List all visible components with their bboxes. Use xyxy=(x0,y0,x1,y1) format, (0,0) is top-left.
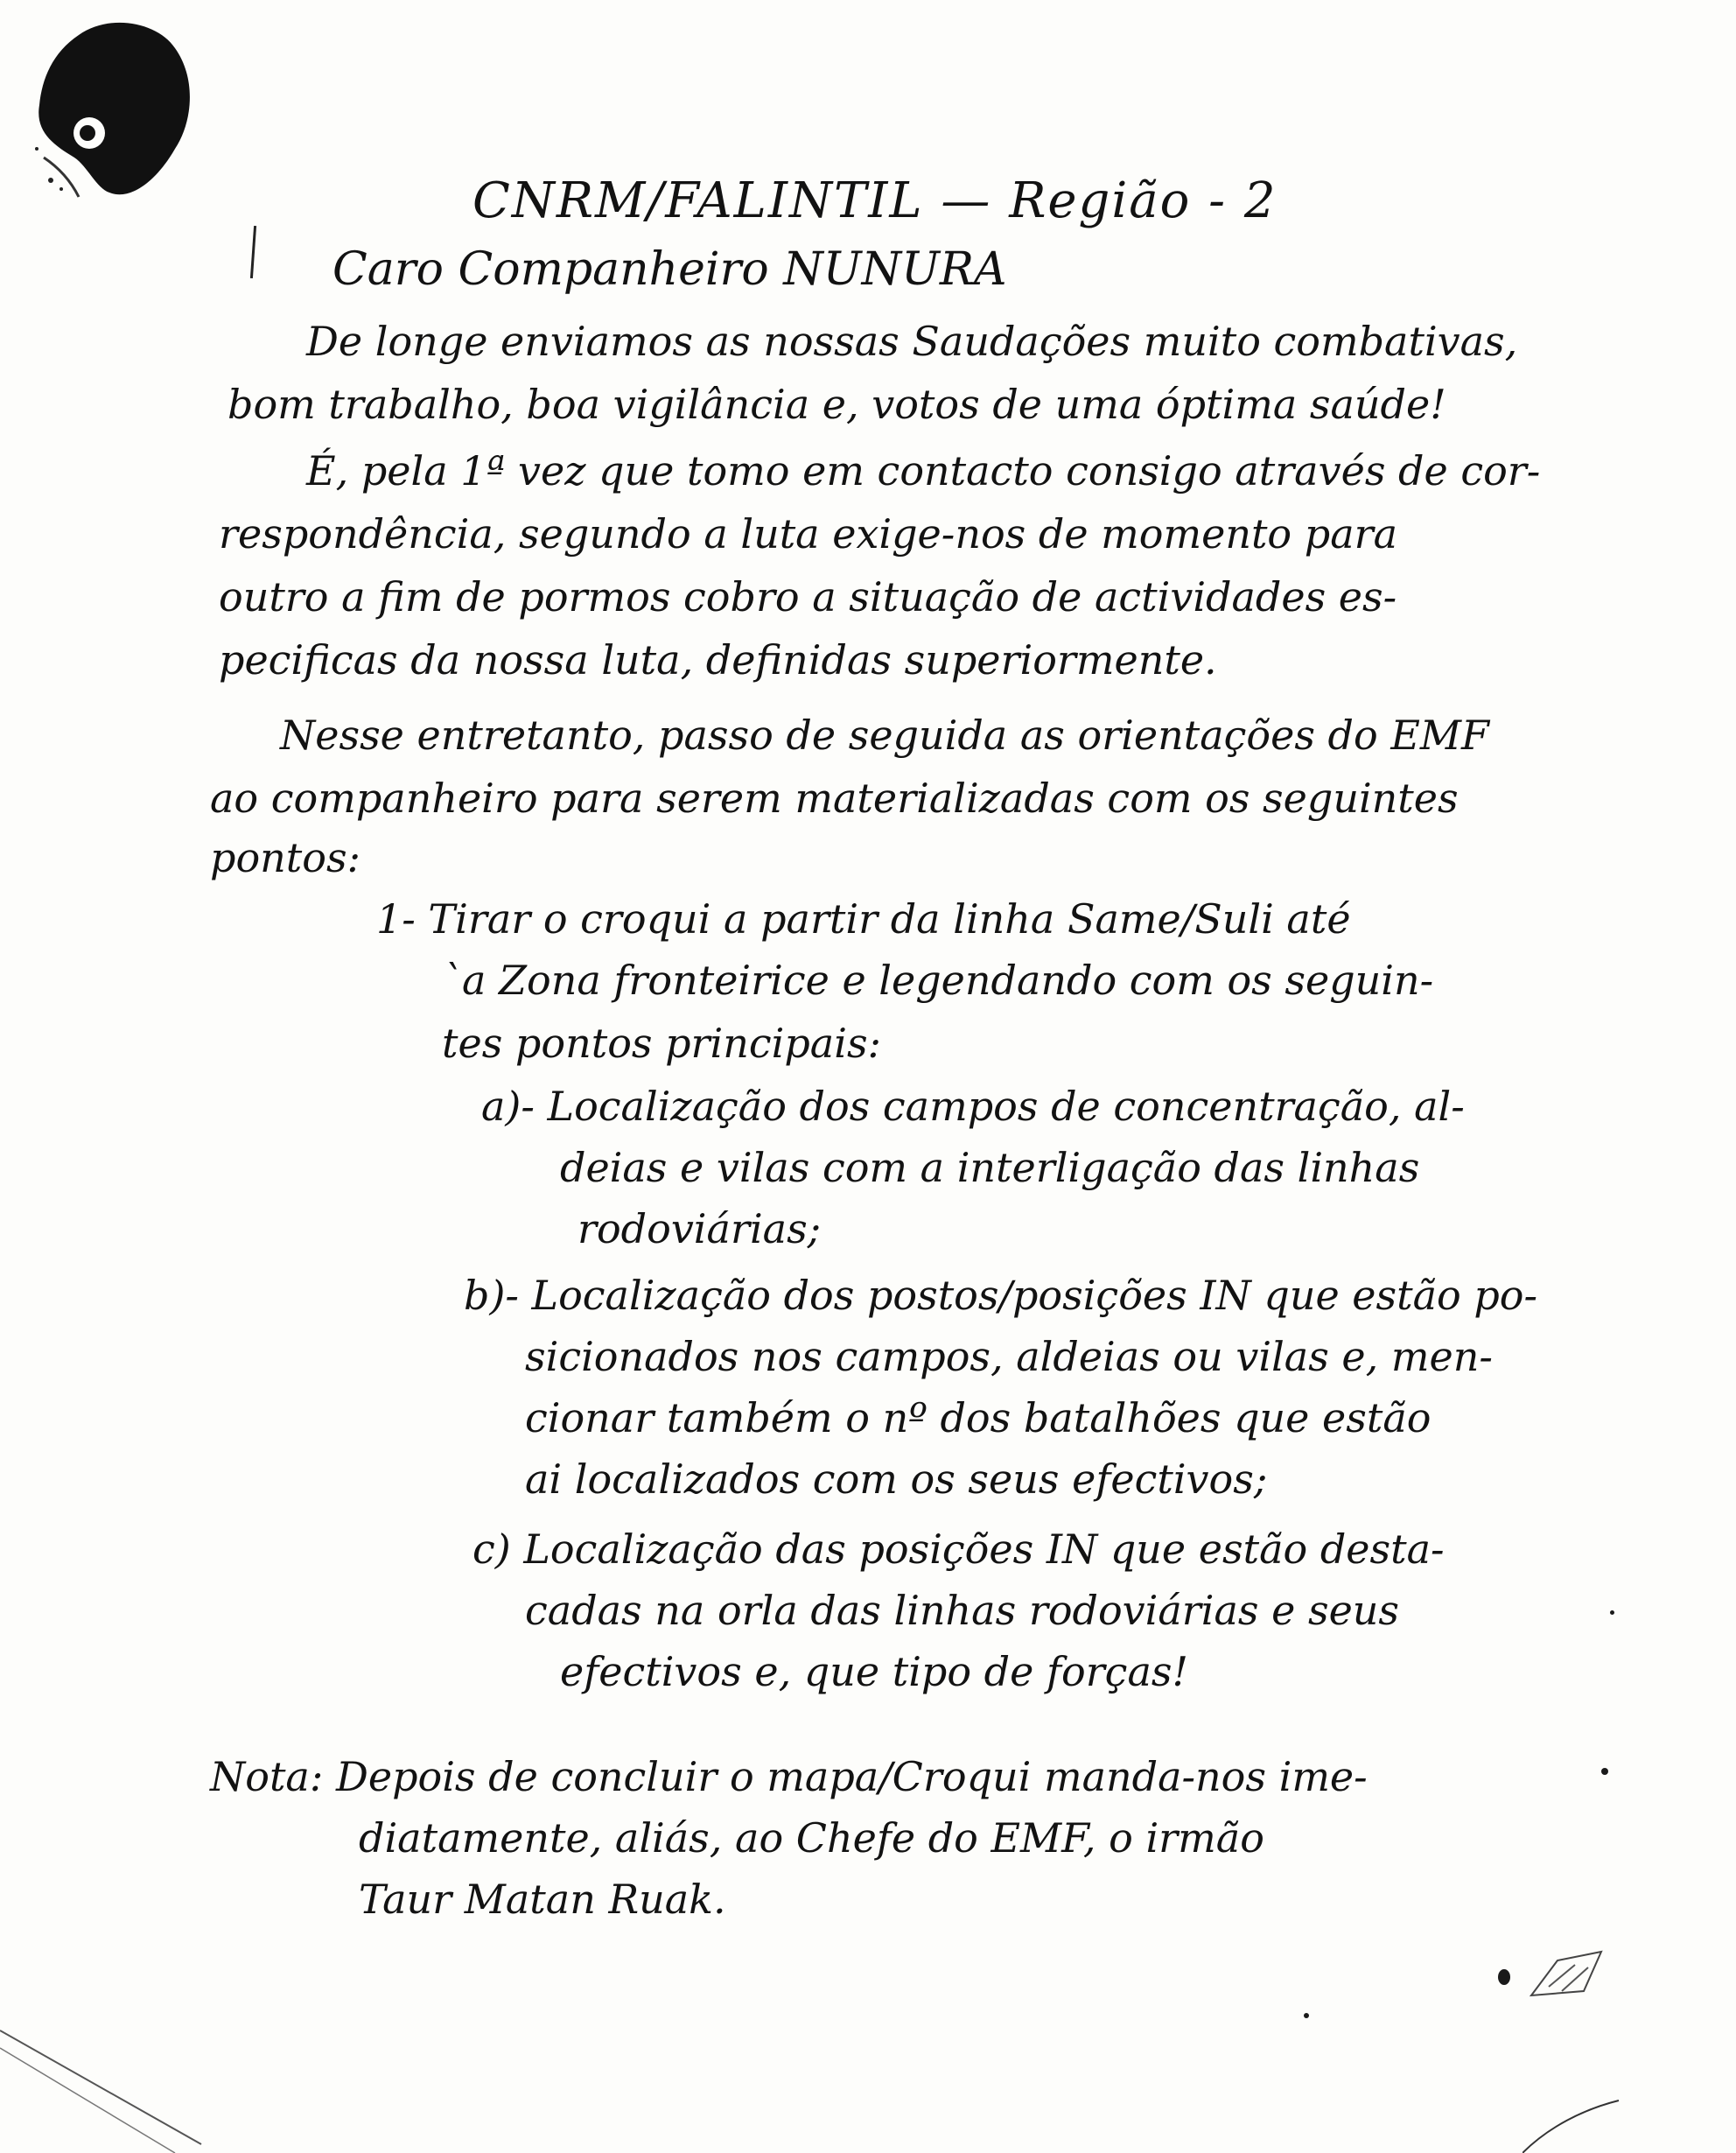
body-line: Nesse entretanto, passo de seguida as orientações do EMF xyxy=(280,712,1489,759)
sub-item-c-cont: efectivos e, que tipo de forças! xyxy=(560,1648,1188,1695)
letter-heading: CNRM/FALINTIL — Região - 2 xyxy=(472,172,1278,229)
ink-blot-mark xyxy=(26,18,201,201)
body-line: ao companheiro para serem materializadas com os seguintes xyxy=(210,775,1459,822)
sub-item-a: a)- Localização dos campos de concentração, al- xyxy=(481,1083,1465,1130)
list-item-1-cont: tes pontos principais: xyxy=(442,1020,882,1067)
scan-edge-line xyxy=(0,2013,228,2153)
ink-speck xyxy=(1304,2013,1309,2018)
body-line: respondência, segundo a luta exige-nos de momento para xyxy=(219,510,1398,558)
list-item-1-cont: `a Zona fronteirice e legendando com os seguin- xyxy=(442,957,1434,1004)
sub-item-b-cont: ai localizados com os seus efectivos; xyxy=(525,1455,1268,1503)
body-line: bom trabalho, boa vigilância e, votos de uma óptima saúde! xyxy=(228,381,1446,428)
body-line: pecificas da nossa luta, definidas superiormente. xyxy=(219,636,1217,684)
note-line-cont: Taur Matan Ruak. xyxy=(359,1876,726,1923)
sub-item-a-cont: deias e vilas com a interligação das linhas xyxy=(560,1144,1420,1191)
sub-item-b-cont: cionar também o nº dos batalhões que estão xyxy=(525,1394,1432,1441)
list-item-1: 1- Tirar o croqui a partir da linha Same/Suli até xyxy=(376,895,1351,943)
note-line: Nota: Depois de concluir o mapa/Croqui manda-nos ime- xyxy=(210,1753,1368,1800)
scan-corner-artifact xyxy=(1522,1943,1610,2004)
ink-speck xyxy=(1498,1969,1510,1985)
sub-item-b-cont: sicionados nos campos, aldeias ou vilas e, men- xyxy=(525,1333,1493,1380)
sub-item-b: b)- Localização dos postos/posições IN que estão po- xyxy=(464,1272,1538,1319)
letter-salutation: Caro Companheiro NUNURA xyxy=(332,243,1007,296)
body-line: pontos: xyxy=(210,834,361,881)
sub-item-c: c) Localização das posições IN que estão desta- xyxy=(472,1525,1445,1573)
body-line: De longe enviamos as nossas Saudações muito combativas, xyxy=(306,318,1518,365)
scan-edge-line xyxy=(1522,2083,1628,2153)
body-line: outro a fim de pormos cobro a situação de actividades es- xyxy=(219,573,1397,621)
note-line-cont: diatamente, aliás, ao Chefe do EMF, o irmão xyxy=(359,1814,1264,1862)
sub-item-c-cont: cadas na orla das linhas rodoviárias e seus xyxy=(525,1587,1400,1634)
sub-item-a-cont: rodoviárias; xyxy=(578,1205,822,1252)
body-line: É, pela 1ª vez que tomo em contacto consigo através de cor- xyxy=(306,447,1541,494)
margin-mark xyxy=(250,226,256,278)
ink-speck xyxy=(1610,1610,1614,1615)
ink-speck xyxy=(1601,1768,1608,1775)
